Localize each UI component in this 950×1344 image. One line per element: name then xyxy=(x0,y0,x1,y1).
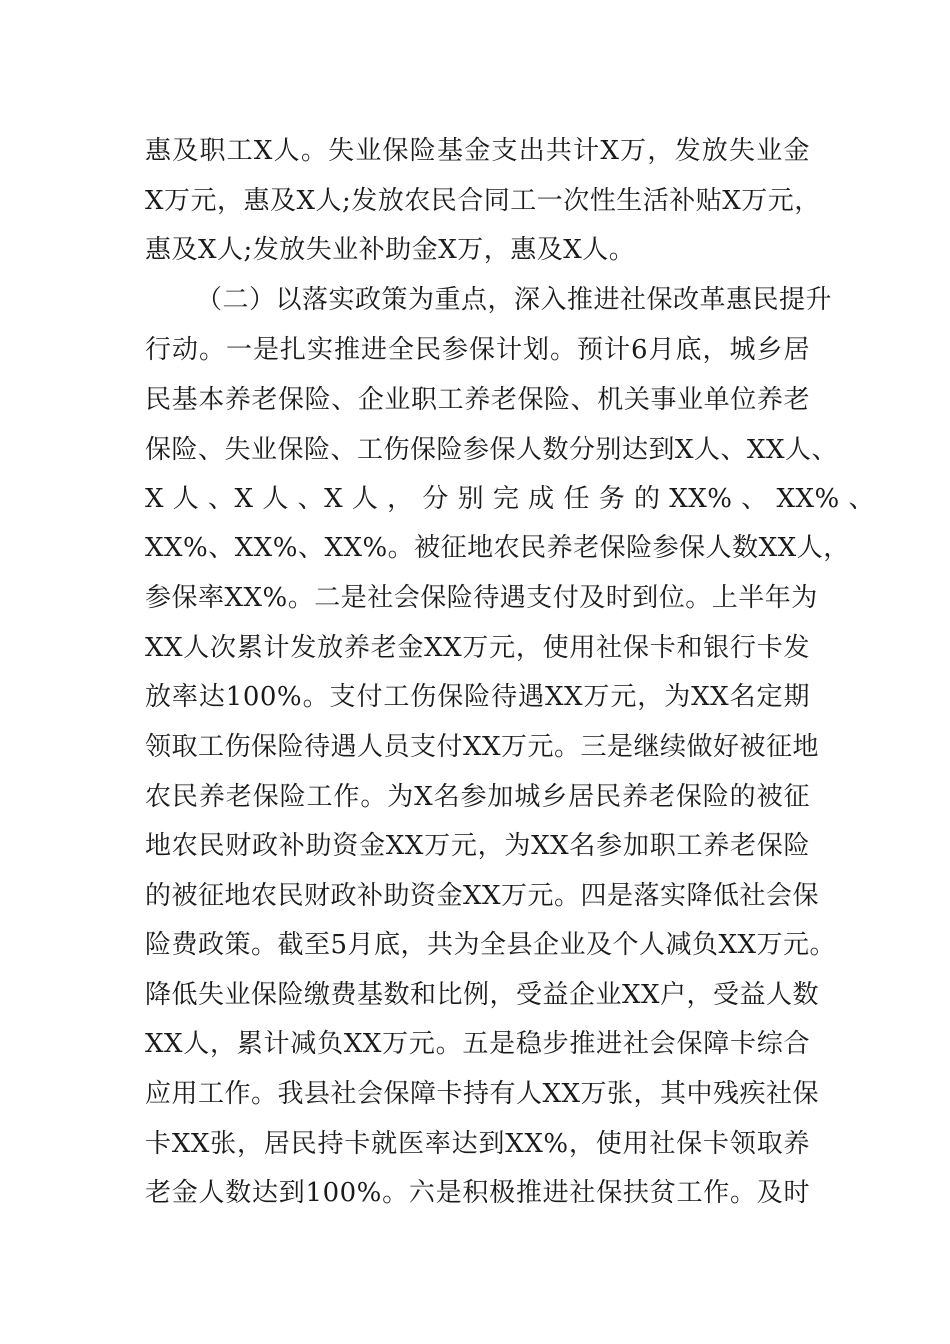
text-line: 行动。一是扎实推进全民参保计划。预计6月底，城乡居 xyxy=(145,335,810,365)
text-line: 农民养老保险工作。为X名参加城乡居民养老保险的被征 xyxy=(145,782,810,812)
text-line: 卡XX张，居民持卡就医率达到XX%，使用社保卡领取养 xyxy=(145,1129,810,1159)
text-line: X万元，惠及X人;发放农民合同工一次性生活补贴X万元， xyxy=(145,186,821,216)
text-line: 应用工作。我县社会保障卡持有人XX万张，其中残疾社保 xyxy=(145,1079,820,1109)
text-line: 民基本养老保险、企业职工养老保险、机关事业单位养老 xyxy=(145,385,810,415)
text-line: XX人，累计减负XX万元。五是稳步推进社会保障卡综合 xyxy=(145,1029,810,1059)
text-line: XX%、XX%、XX%。被征地农民养老保险参保人数XX人， xyxy=(145,533,850,563)
text-line: 老金人数达到100%。六是积极推进社保扶贫工作。及时 xyxy=(145,1178,810,1208)
text-line: 的被征地农民财政补助资金XX万元。四是落实降低社会保 xyxy=(145,881,820,911)
text-line: 惠及职工X人。失业保险基金支出共计X万，发放失业金 xyxy=(145,136,810,166)
text-line: 保险、失业保险、工伤保险参保人数分别达到X人、XX人、 xyxy=(145,435,839,465)
text-line: 领取工伤保险待遇人员支付XX万元。三是继续做好被征地 xyxy=(145,732,820,762)
text-line: 降低失业保险缴费基数和比例，受益企业XX户，受益人数 xyxy=(145,980,820,1010)
text-line: 地农民财政补助资金XX万元，为XX名参加职工养老保险 xyxy=(145,831,810,861)
text-line: XX人次累计发放养老金XX万元，使用社保卡和银行卡发 xyxy=(145,633,810,663)
text-line: 险费政策。截至5月底，共为全县企业及个人减负XX万元。 xyxy=(145,930,837,960)
text-line: 参保率XX%。二是社会保险待遇支付及时到位。上半年为 xyxy=(145,583,818,613)
paragraph-heading-line: （二）以落实政策为重点，深入推进社保改革惠民提升 xyxy=(196,285,833,315)
text-line: 惠及X人;发放失业补助金X万，惠及X人。 xyxy=(145,235,636,265)
text-line: 放率达100%。支付工伤保险待遇XX万元，为XX名定期 xyxy=(145,682,810,712)
text-line: X 人 、X 人 、X 人 ， 分 别 完 成 任 务 的 XX% 、 XX% 、 xyxy=(145,484,875,514)
